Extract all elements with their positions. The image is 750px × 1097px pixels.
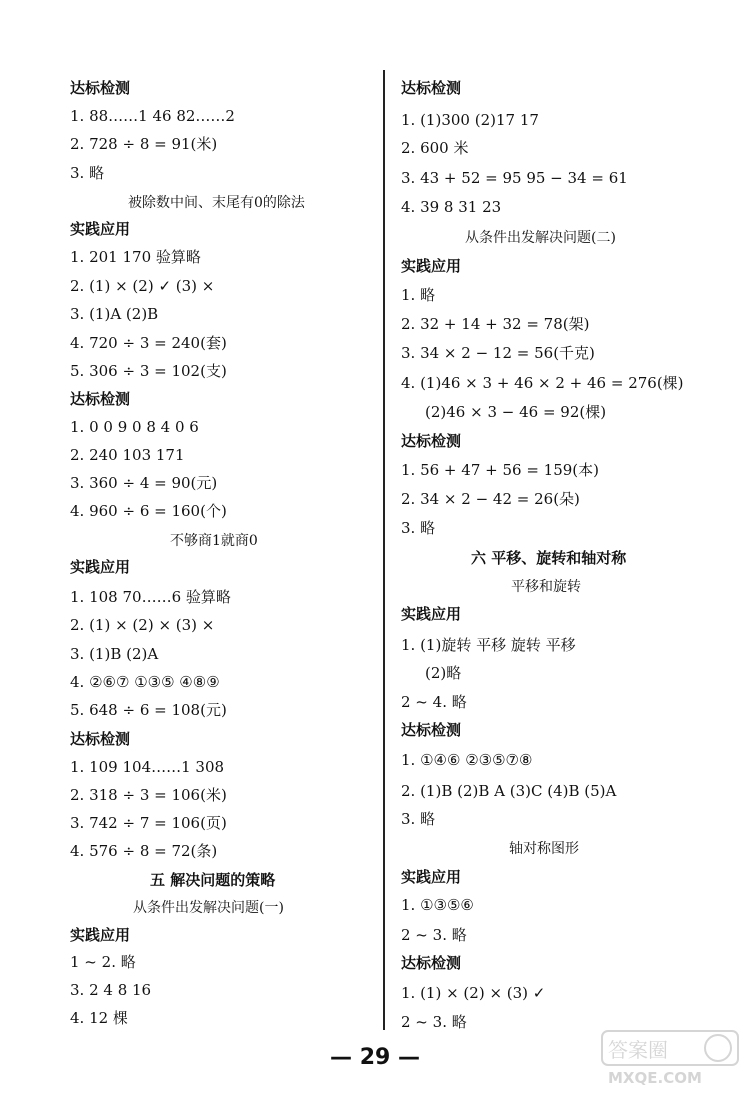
answer-line: 2. 240 103 171 [70,446,185,464]
answer-line: 5. 306 ÷ 3 = 102(支) [70,362,227,380]
answer-line: 1. (1) × (2) × (3) ✓ [401,984,546,1002]
answer-line: (2)略 [425,664,462,682]
answer-line: 3. (1)B (2)A [70,645,159,663]
answer-line: 3. 2 4 8 16 [70,981,152,999]
heading: 实践应用 [70,220,131,238]
heading: 达标检测 [70,79,131,97]
heading: 达标检测 [401,432,462,450]
answer-line: 1. (1)旋转 平移 旋转 平移 [401,636,576,654]
answer-line: 3. 43 + 52 = 95 95 − 34 = 61 [401,169,628,187]
answer-line: 3. 34 × 2 − 12 = 56(千克) [401,344,595,362]
answer-line: 3. 742 ÷ 7 = 106(页) [70,814,227,832]
answer-line: 1. (1)300 (2)17 17 [401,111,539,129]
heading: 实践应用 [401,605,462,623]
answer-line: 4. ②⑥⑦ ①③⑤ ④⑧⑨ [70,673,220,691]
answer-line: 3. (1)A (2)B [70,305,159,323]
answer-line: 2. 728 ÷ 8 = 91(米) [70,135,218,153]
answer-line: 2. 32 + 14 + 32 = 78(架) [401,315,590,333]
answer-line: 4. 960 ÷ 6 = 160(个) [70,502,227,520]
answer-line: 2 ~ 3. 略 [401,1013,467,1031]
heading: 达标检测 [70,390,131,408]
answer-line: 1. 201 170 验算略 [70,248,201,266]
answer-line: 1. 56 + 47 + 56 = 159(本) [401,461,599,479]
section-title: 从条件出发解决问题(二) [465,230,616,246]
column-divider [383,70,385,1030]
answer-line: 1. 88……1 46 82……2 [70,107,235,125]
answer-line: 1. ①③⑤⑥ [401,896,474,914]
answer-line: 2. 34 × 2 − 42 = 26(朵) [401,490,580,508]
svg-text:答案圈: 答案圈 [608,1038,668,1062]
answer-line: 2. 600 米 [401,139,469,157]
watermark-logo [600,1029,740,1089]
answer-line: 3. 略 [401,519,436,537]
section-title: 不够商1就商0 [170,533,258,549]
answer-line: 4. 12 棵 [70,1009,128,1027]
heading: 实践应用 [401,868,462,886]
section-title: 轴对称图形 [509,841,579,857]
answer-line: 4. 39 8 31 23 [401,198,502,216]
answer-line: 3. 略 [70,164,105,182]
answer-line: 3. 360 ÷ 4 = 90(元) [70,474,218,492]
answer-line: 4. 720 ÷ 3 = 240(套) [70,334,227,352]
section-title: 被除数中间、末尾有0的除法 [128,195,305,211]
heading: 达标检测 [401,721,462,739]
heading: 达标检测 [401,954,462,972]
answer-line: 1. 109 104……1 308 [70,758,225,776]
chapter-title: 五 解决问题的策略 [150,871,276,889]
heading: 达标检测 [401,79,462,97]
heading: 实践应用 [401,257,462,275]
chapter-title: 六 平移、旋转和轴对称 [471,549,627,567]
answer-line: 2. 318 ÷ 3 = 106(米) [70,786,227,804]
heading: 实践应用 [70,558,131,576]
svg-text:MXQE.COM: MXQE.COM [608,1069,702,1087]
page-number: — 29 — [330,1045,420,1070]
answer-line: 2. (1)B (2)B A (3)C (4)B (5)A [401,782,617,800]
answer-line: 2. (1) × (2) ✓ (3) × [70,277,215,295]
answer-line: 1 ~ 2. 略 [70,953,136,971]
answer-line: 3. 略 [401,810,436,828]
answer-line: 1. ①④⑥ ②③⑤⑦⑧ [401,751,533,769]
answer-line: 2. (1) × (2) × (3) × [70,616,215,634]
answer-line: 5. 648 ÷ 6 = 108(元) [70,701,227,719]
heading: 达标检测 [70,730,131,748]
heading: 实践应用 [70,926,131,944]
answer-line: 4. (1)46 × 3 + 46 × 2 + 46 = 276(棵) [401,374,684,392]
section-title: 从条件出发解决问题(一) [133,900,284,916]
answer-line: (2)46 × 3 − 46 = 92(棵) [425,403,607,421]
answer-line: 4. 576 ÷ 8 = 72(条) [70,842,218,860]
answer-line: 1. 0 0 9 0 8 4 0 6 [70,418,199,436]
section-title: 平移和旋转 [511,579,581,595]
answer-line: 1. 略 [401,286,436,304]
answer-line: 2 ~ 3. 略 [401,926,467,944]
answer-line: 1. 108 70……6 验算略 [70,588,231,606]
answer-line: 2 ~ 4. 略 [401,693,467,711]
